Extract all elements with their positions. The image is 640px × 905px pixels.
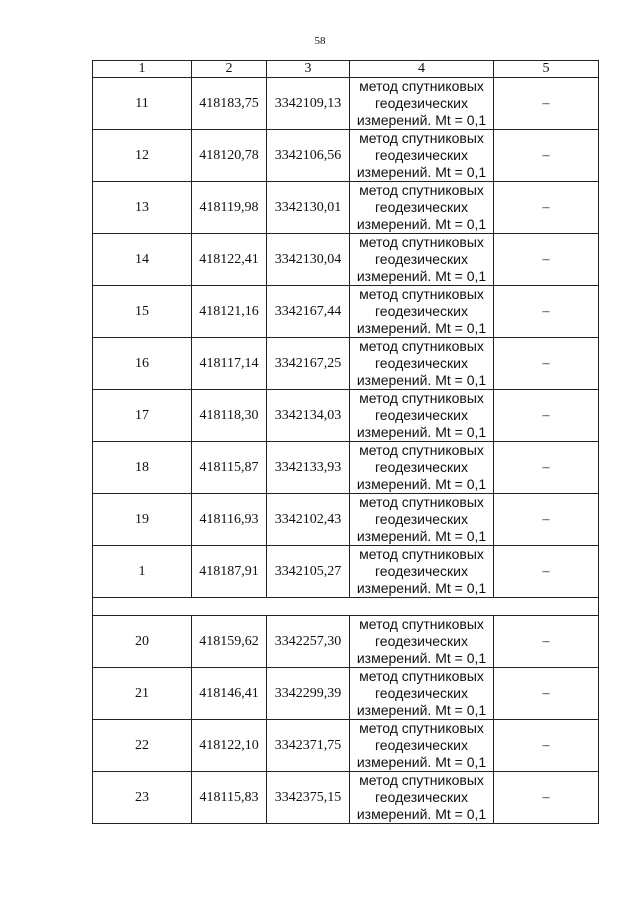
x-coordinate: 418120,78 [192, 130, 267, 182]
x-coordinate: 418116,93 [192, 494, 267, 546]
column-header-2: 2 [192, 61, 267, 78]
x-coordinate: 418117,14 [192, 338, 267, 390]
note-dash: – [494, 546, 599, 598]
note-dash: – [494, 668, 599, 720]
table-row [93, 78, 599, 130]
x-coordinate: 418118,30 [192, 390, 267, 442]
column-header-4: 4 [350, 61, 494, 78]
x-coordinate: 418121,16 [192, 286, 267, 338]
measurement-method: метод спутниковых геодезических измерений. Mt = 0,1 [350, 772, 494, 824]
note-dash: – [494, 494, 599, 546]
y-coordinate: 3342130,04 [267, 234, 350, 286]
y-coordinate: 3342167,25 [267, 338, 350, 390]
note-dash: – [494, 182, 599, 234]
point-number: 1 [93, 546, 192, 598]
note-dash: – [494, 390, 599, 442]
point-number: 15 [93, 286, 192, 338]
x-coordinate: 418119,98 [192, 182, 267, 234]
note-dash: – [494, 286, 599, 338]
point-number: 14 [93, 234, 192, 286]
note-dash: – [494, 616, 599, 668]
measurement-method: метод спутниковых геодезических измерений. Mt = 0,1 [350, 720, 494, 772]
point-number: 11 [93, 78, 192, 130]
x-coordinate: 418183,75 [192, 78, 267, 130]
y-coordinate: 3342105,27 [267, 546, 350, 598]
y-coordinate: 3342102,43 [267, 494, 350, 546]
x-coordinate: 418115,87 [192, 442, 267, 494]
measurement-method: метод спутниковых геодезических измерений. Mt = 0,1 [350, 78, 494, 130]
measurement-method: метод спутниковых геодезических измерений. Mt = 0,1 [350, 442, 494, 494]
y-coordinate: 3342299,39 [267, 668, 350, 720]
y-coordinate: 3342109,13 [267, 78, 350, 130]
y-coordinate: 3342106,56 [267, 130, 350, 182]
x-coordinate: 418115,83 [192, 772, 267, 824]
table-row [93, 494, 599, 546]
point-number: 21 [93, 668, 192, 720]
column-header-5: 5 [494, 61, 599, 78]
measurement-method: метод спутниковых геодезических измерений. Mt = 0,1 [350, 286, 494, 338]
table-row [93, 234, 599, 286]
point-number: 17 [93, 390, 192, 442]
table-row [93, 720, 599, 772]
table-row [93, 772, 599, 824]
table-row [93, 286, 599, 338]
table-row [93, 668, 599, 720]
note-dash: – [494, 720, 599, 772]
measurement-method: метод спутниковых геодезических измерений. Mt = 0,1 [350, 616, 494, 668]
table-row [93, 338, 599, 390]
table-row [93, 546, 599, 598]
x-coordinate: 418146,41 [192, 668, 267, 720]
point-number: 20 [93, 616, 192, 668]
note-dash: – [494, 442, 599, 494]
y-coordinate: 3342257,30 [267, 616, 350, 668]
section-separator-row [93, 598, 599, 616]
point-number: 19 [93, 494, 192, 546]
y-coordinate: 3342134,03 [267, 390, 350, 442]
measurement-method: метод спутниковых геодезических измерений. Mt = 0,1 [350, 546, 494, 598]
empty-separator-cell [93, 598, 599, 616]
table-row [93, 390, 599, 442]
coordinates-table [92, 60, 599, 824]
y-coordinate: 3342167,44 [267, 286, 350, 338]
table-row [93, 442, 599, 494]
point-number: 16 [93, 338, 192, 390]
x-coordinate: 418187,91 [192, 546, 267, 598]
y-coordinate: 3342371,75 [267, 720, 350, 772]
note-dash: – [494, 338, 599, 390]
column-header-3: 3 [267, 61, 350, 78]
table-row [93, 616, 599, 668]
x-coordinate: 418122,41 [192, 234, 267, 286]
table-header-row [93, 61, 599, 78]
note-dash: – [494, 78, 599, 130]
x-coordinate: 418122,10 [192, 720, 267, 772]
note-dash: – [494, 130, 599, 182]
point-number: 18 [93, 442, 192, 494]
point-number: 13 [93, 182, 192, 234]
point-number: 23 [93, 772, 192, 824]
measurement-method: метод спутниковых геодезических измерений. Mt = 0,1 [350, 338, 494, 390]
measurement-method: метод спутниковых геодезических измерений. Mt = 0,1 [350, 494, 494, 546]
table-row [93, 130, 599, 182]
measurement-method: метод спутниковых геодезических измерений. Mt = 0,1 [350, 130, 494, 182]
table-row [93, 182, 599, 234]
measurement-method: метод спутниковых геодезических измерений. Mt = 0,1 [350, 234, 494, 286]
y-coordinate: 3342133,93 [267, 442, 350, 494]
x-coordinate: 418159,62 [192, 616, 267, 668]
note-dash: – [494, 772, 599, 824]
measurement-method: метод спутниковых геодезических измерений. Mt = 0,1 [350, 182, 494, 234]
y-coordinate: 3342375,15 [267, 772, 350, 824]
note-dash: – [494, 234, 599, 286]
measurement-method: метод спутниковых геодезических измерений. Mt = 0,1 [350, 390, 494, 442]
point-number: 22 [93, 720, 192, 772]
y-coordinate: 3342130,01 [267, 182, 350, 234]
column-header-1: 1 [93, 61, 192, 78]
page-number: 58 [314, 35, 326, 47]
point-number: 12 [93, 130, 192, 182]
measurement-method: метод спутниковых геодезических измерений. Mt = 0,1 [350, 668, 494, 720]
